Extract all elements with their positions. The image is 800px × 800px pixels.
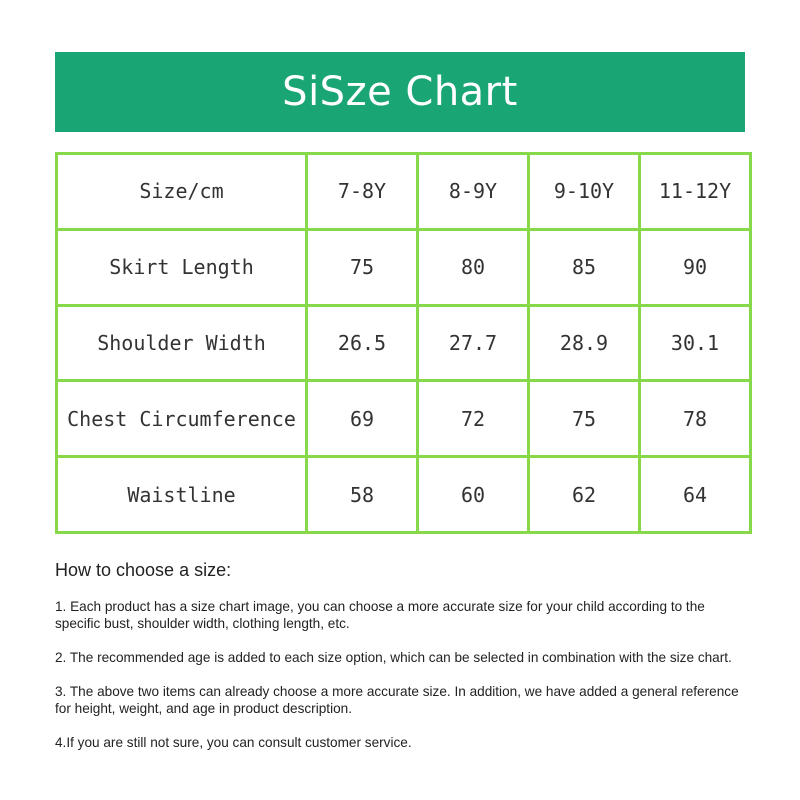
table-cell: 75 [529,381,640,457]
table-row [57,457,751,533]
table-row [57,381,751,457]
table-cell: 27.7 [418,305,529,381]
table-cell: 72 [418,381,529,457]
row-label: Waistline [57,457,307,533]
table-cell: 78 [640,381,751,457]
table-cell: 75 [307,229,418,305]
table-header-row [57,154,751,230]
header-cell: 9-10Y [529,154,640,230]
size-chart-table [55,152,752,534]
header-cell: 7-8Y [307,154,418,230]
page-title-banner [55,52,745,132]
table-cell: 28.9 [529,305,640,381]
tip-item: 1. Each product has a size chart image, you can choose a more accurate size for your child according to the specific bust, shoulder width, clothing length, etc. [55,599,705,631]
tip-item: 3. The above two items can already choose a more accurate size. In addition, we have added a general reference for height, weight, and age in product description. [55,684,739,716]
tip-item: 4.If you are still not sure, you can consult customer service. [55,735,412,750]
row-label: Shoulder Width [57,305,307,381]
table-cell: 30.1 [640,305,751,381]
header-cell: Size/cm [57,154,307,230]
table-cell: 58 [307,457,418,533]
header-cell: 11-12Y [640,154,751,230]
table-cell: 80 [418,229,529,305]
row-label: Chest Circumference [57,381,307,457]
table-row [57,229,751,305]
table-cell: 26.5 [307,305,418,381]
table-cell: 85 [529,229,640,305]
header-cell: 8-9Y [418,154,529,230]
size-guide-tips [55,598,745,768]
table-cell: 69 [307,381,418,457]
table-cell: 62 [529,457,640,533]
row-label: Skirt Length [57,229,307,305]
table-row [57,305,751,381]
size-guide-heading: How to choose a size: [55,560,232,580]
tip-item: 2. The recommended age is added to each size option, which can be selected in combination with the size chart. [55,650,732,665]
page-title: SiSze Chart [282,69,518,115]
table-cell: 60 [418,457,529,533]
table-cell: 64 [640,457,751,533]
table-cell: 90 [640,229,751,305]
